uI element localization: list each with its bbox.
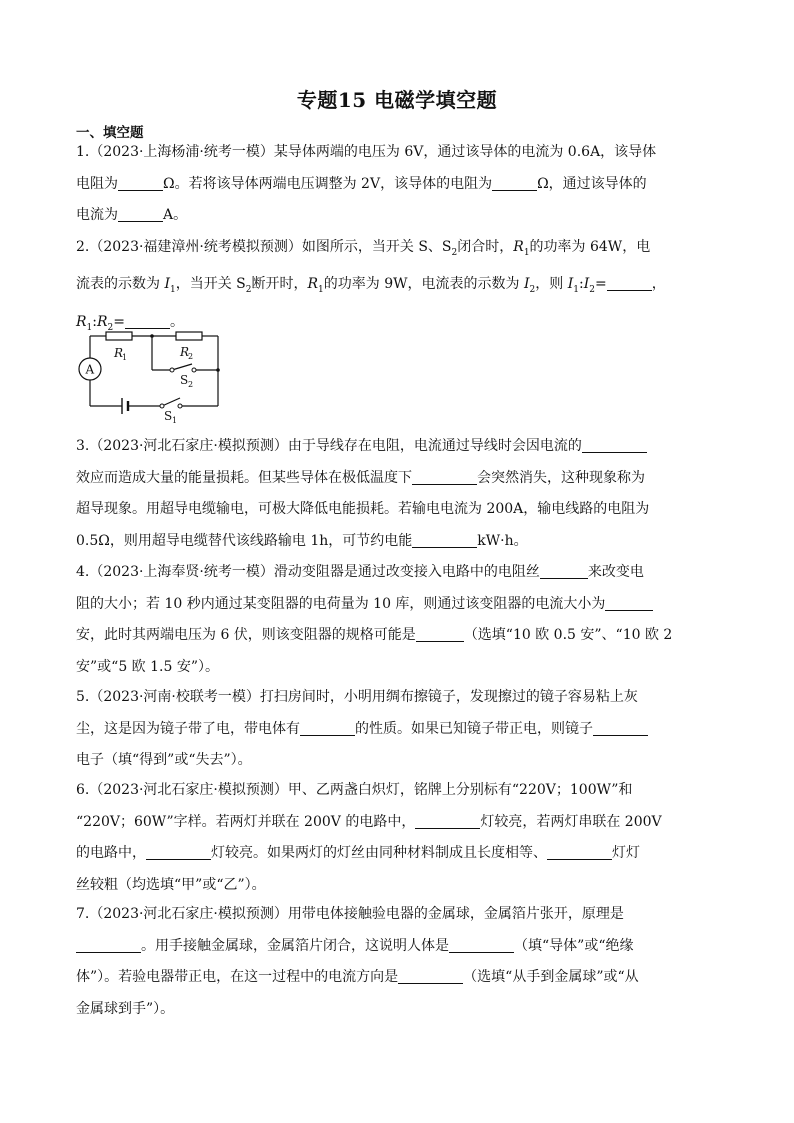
q5-line-3: 电子（填“得到”或“失去”）。 [76, 752, 252, 768]
q4-line-3: 安，此时其两端电压为 6 伏，则该变阻器的规格可能是 （选填“10 欧 0.5 安”、“10 欧 2 [76, 627, 673, 643]
answer-blank[interactable] [300, 719, 355, 736]
ammeter-label: A [85, 362, 95, 377]
answer-blank[interactable] [582, 436, 647, 453]
answer-blank[interactable] [412, 531, 477, 548]
s1-subscript: 1 [172, 416, 178, 424]
question-4 [76, 557, 718, 683]
r2-label: R [180, 345, 190, 359]
q1-line-3: 电流为 A。 [76, 207, 188, 223]
q6-line-4: 丝较粗（均选填“甲”或“乙”）。 [76, 876, 266, 893]
answer-blank[interactable] [125, 312, 170, 329]
q2-line-1: 2.（2023·福建漳州·统考模拟预测）如图所示，当开关 S、$S_2$闭合时，$R_1$的功率为 64W，电 [76, 239, 651, 258]
answer-blank[interactable] [416, 625, 464, 642]
answer-blank[interactable] [76, 936, 141, 953]
answer-blank[interactable] [146, 843, 211, 860]
answer-blank[interactable] [412, 468, 477, 485]
answer-blank[interactable] [593, 719, 648, 736]
q2-line-3: $R_1:R_2=$ 。 [76, 313, 185, 333]
resistor-r2-symbol [176, 332, 202, 340]
question-5 [76, 682, 718, 777]
answer-blank[interactable] [449, 936, 514, 953]
q4-line-4: 安”或“5 欧 1.5 安”）。 [76, 658, 219, 675]
circuit-diagram [76, 328, 226, 424]
s1-label: S [164, 409, 173, 423]
q1-line-2: 电阻为 Ω。若将该导体两端电压调整为 2V，该导体的电阻为 Ω，通过该导体的 [76, 175, 647, 192]
r1-subscript: 1 [122, 353, 128, 362]
answer-blank[interactable] [547, 843, 612, 860]
r1-label: R [114, 346, 124, 360]
answer-blank[interactable] [415, 812, 480, 829]
question-7 [76, 899, 718, 1025]
q5-line-2: 尘，这是因为镜子带了电，带电体有 的性质。如果已知镜子带正电，则镜子 [76, 714, 718, 746]
resistor-r1-symbol [106, 332, 132, 340]
answer-blank[interactable] [540, 562, 588, 579]
question-6 [76, 775, 718, 901]
q6-line-3: 的电路中， 灯较亮。如果两灯的灯丝由同种材料制成且长度相等、 灯灯 [76, 845, 640, 861]
section-heading: 一、填空题 [76, 125, 144, 141]
answer-blank[interactable] [118, 205, 163, 222]
q3-line-2: 效应而造成大量的能量损耗。但某些导体在极低温度下 会突然消失，这种现象称为 [76, 469, 645, 486]
page-title: 专题15 电磁学填空题 [296, 88, 498, 112]
q3-line-1: 3.（2023·河北石家庄·模拟预测）由于导线存在电阻，电流通过导线时会因电流的 [76, 431, 718, 463]
s2-label: S [180, 373, 189, 387]
answer-blank[interactable] [118, 174, 163, 191]
q5-line-1: 5.（2023·河南·校联考一模）打扫房间时，小明用绸布擦镜子，发现擦过的镜子容易粘上灰 [76, 689, 638, 705]
question-3 [76, 431, 718, 557]
q6-line-1: 6.（2023·河北石家庄·模拟预测）甲、乙两盏白炽灯，铭牌上分别标有“220V；100W”和 [76, 782, 633, 798]
answer-blank[interactable] [492, 174, 537, 191]
answer-blank[interactable] [605, 594, 653, 611]
q1-line-1: 1.（2023·上海杨浦·统考一模）某导体两端的电压为 6V，通过该导体的电流为 0.6A，该导体 [76, 144, 657, 160]
answer-blank[interactable] [607, 274, 652, 291]
q2-line-2: 流表的示数为 $I_1$，当开关 $S_2$断开时，$R_1$的功率为 9W，电流表的示数为 $I_2$，则 $I_1:I_2=$ ， [76, 276, 666, 296]
switch-s2-blade [172, 364, 192, 370]
switch-s1-blade [162, 398, 180, 406]
q7-line-3: 体”）。若验电器带正电，在这一过程中的电流方向是 （选填“从手到金属球”或“从 [76, 969, 639, 985]
q7-line-1: 7.（2023·河北石家庄·模拟预测）用带电体接触验电器的金属球，金属箔片张开，原理是 [76, 906, 624, 922]
q4-line-2: 阻的大小；若 10 秒内通过某变阻器的电荷量为 10 库，则通过该变阻器的电流大小为 [76, 589, 718, 621]
r2-subscript: 2 [188, 352, 194, 361]
s2-subscript: 2 [188, 380, 194, 389]
q6-line-2: “220V；60W”字样。若两灯并联在 200V 的电路中， 灯较亮，若两灯串联在 200V [76, 813, 662, 830]
question-1 [76, 137, 718, 232]
q3-line-3: 超导现象。用超导电缆输电，可极大降低电能损耗。若输电电流为 200A，输电线路的电阻为 [76, 501, 650, 517]
answer-blank[interactable] [398, 967, 463, 984]
q3-line-4: 0.5Ω，则用超导电缆替代该线路输电 1h，可节约电能 kW·h。 [76, 532, 528, 549]
q4-line-1: 4.（2023·上海奉贤·统考一模）滑动变阻器是通过改变接入电路中的电阻丝 来改变电 [76, 564, 644, 580]
q7-line-4: 金属球到手”）。 [76, 1000, 175, 1017]
q7-line-2: 。用手接触金属球，金属箔片闭合，这说明人体是 （填“导体”或“绝缘 [76, 931, 718, 963]
